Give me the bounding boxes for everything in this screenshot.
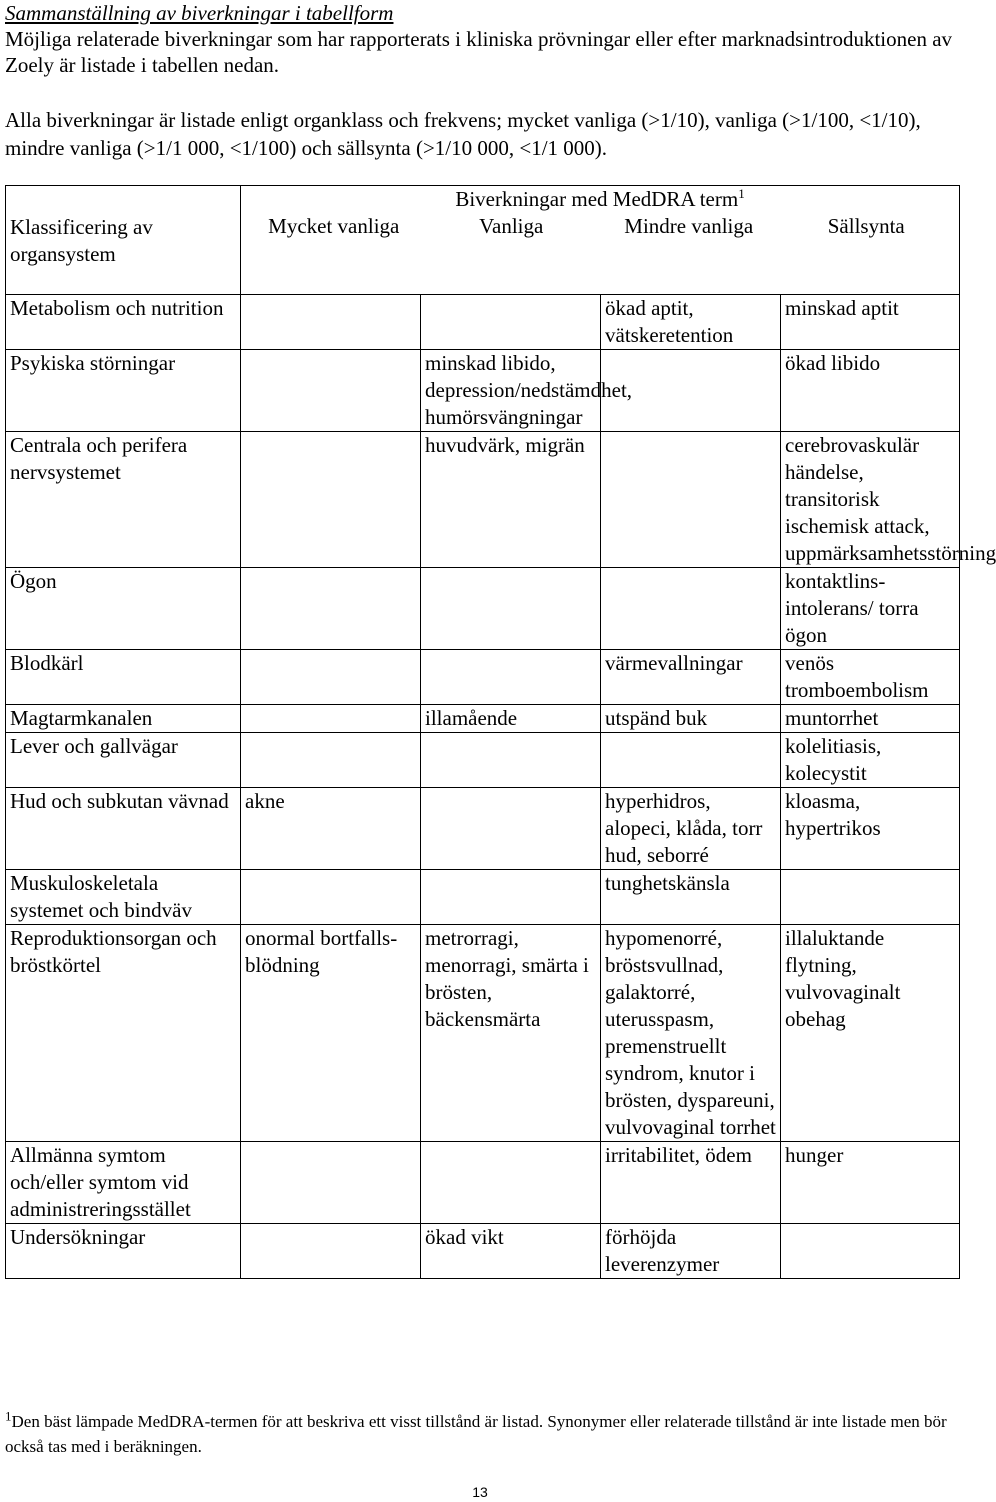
frequency-cell: [781, 1224, 960, 1279]
frequency-cell: [601, 432, 781, 568]
table-row: [6, 925, 960, 1142]
table-row: [6, 295, 960, 350]
table-row: [6, 705, 960, 733]
frequency-cell: ökad vikt: [421, 1224, 601, 1279]
frequency-cell: [601, 568, 781, 650]
organ-class-cell: Allmänna symtom och/eller symtom vid administreringsstället: [6, 1142, 241, 1224]
frequency-cell: hyperhidros, alopeci, klåda, torr hud, seborré: [601, 788, 781, 870]
frequency-cell: [421, 870, 601, 925]
frequency-cell: [241, 733, 421, 788]
intro-paragraph: Möjliga relaterade biverkningar som har rapporterats i kliniska prövningar eller efter marknadsintroduktionen av Zoely är listade i tabellen nedan.: [5, 27, 953, 77]
table-row: [6, 650, 960, 705]
frequency-columns: [245, 213, 955, 240]
frequency-cell: förhöjda leverenzymer: [601, 1224, 781, 1279]
frequency-cell: minskad libido, depression/nedstämdhet, humörsvängningar: [421, 350, 601, 432]
frequency-cell: kolelitiasis, kolecystit: [781, 733, 960, 788]
frequency-cell: illaluktande flytning, vulvovaginalt obehag: [781, 925, 960, 1142]
frequency-cell: [781, 870, 960, 925]
frequency-cell: kloasma, hypertrikos: [781, 788, 960, 870]
organ-class-cell: Metabolism och nutrition: [6, 295, 241, 350]
organ-class-cell: Hud och subkutan vävnad: [6, 788, 241, 870]
table-row: [6, 870, 960, 925]
frequency-cell: [421, 1142, 601, 1224]
col-mindre-vanliga: Mindre vanliga: [624, 214, 754, 238]
organ-class-cell: Undersökningar: [6, 1224, 241, 1279]
organ-class-cell: Reproduktionsorgan och bröstkörtel: [6, 925, 241, 1142]
frequency-cell: irritabilitet, ödem: [601, 1142, 781, 1224]
organ-class-cell: Muskuloskeletala systemet och bindväv: [6, 870, 241, 925]
frequency-cell: [241, 705, 421, 733]
frequency-cell: venös tromboembolism: [781, 650, 960, 705]
frequency-cell: [241, 432, 421, 568]
frequency-cell: [421, 733, 601, 788]
frequency-cell: [241, 568, 421, 650]
organ-class-header: Klassificering av organsystem: [6, 186, 241, 295]
table-row: [6, 1142, 960, 1224]
frequency-cell: [241, 295, 421, 350]
frequency-cell: utspänd buk: [601, 705, 781, 733]
frequency-cell: värmevallningar: [601, 650, 781, 705]
frequency-cell: [241, 1224, 421, 1279]
organ-class-cell: Psykiska störningar: [6, 350, 241, 432]
frequency-cell: [421, 568, 601, 650]
organ-class-cell: Lever och gallvägar: [6, 733, 241, 788]
frequency-cell: onormal bortfalls-blödning: [241, 925, 421, 1142]
table-row: [6, 788, 960, 870]
frequency-cell: tunghetskänsla: [601, 870, 781, 925]
organ-class-cell: Centrala och perifera nervsystemet: [6, 432, 241, 568]
frequency-cell: hypomenorré, bröstsvullnad, galaktorré, uterusspasm, premenstruellt syndrom, knutor i brösten, dyspareuni, vulvovaginal torrhet: [601, 925, 781, 1142]
organ-class-cell: Magtarmkanalen: [6, 705, 241, 733]
table-row: [6, 568, 960, 650]
organ-class-cell: Ögon: [6, 568, 241, 650]
table-header-row: [6, 186, 960, 295]
frequency-cell: ökad aptit, vätskeretention: [601, 295, 781, 350]
meddra-group-header: Biverkningar med MedDRA term$^1$: [455, 186, 745, 211]
frequency-cell: [601, 733, 781, 788]
frequency-cell: [241, 870, 421, 925]
frequency-cell: [421, 650, 601, 705]
frequency-cell: [241, 1142, 421, 1224]
frequency-cell: [241, 350, 421, 432]
frequency-cell: [241, 650, 421, 705]
frequency-paragraph: Alla biverkningar är listade enligt organklass och frekvens; mycket vanliga (>1/10), vanliga (>1/100, <1/10), mindre vanliga (>1/1 000, <1/100) och sällsynta (>1/10 000, <1/1 000).: [5, 108, 921, 160]
adverse-reactions-table: [5, 185, 996, 1279]
footnote: $^1$Den bäst lämpade MedDRA-termen för att beskriva ett visst tillstånd är listad. Synonymer eller relaterade tillstånd är inte listade men bör också tas med i beräkningen.: [5, 1408, 947, 1456]
frequency-cell: hunger: [781, 1142, 960, 1224]
table-row: [6, 432, 960, 568]
frequency-cell: akne: [241, 788, 421, 870]
frequency-cell: kontaktlins-intolerans/ torra ögon: [781, 568, 960, 650]
col-sallsynta: Sällsynta: [827, 214, 905, 238]
frequency-cell: [421, 788, 601, 870]
frequency-cell: ökad libido: [781, 350, 960, 432]
col-vanliga: Vanliga: [479, 214, 544, 238]
page-number: 13: [472, 1484, 488, 1500]
frequency-cell: [421, 295, 601, 350]
frequency-cell: metrorragi, menorragi, smärta i brösten, bäckensmärta: [421, 925, 601, 1142]
section-heading: Sammanställning av biverkningar i tabellform: [5, 1, 394, 25]
organ-class-cell: Blodkärl: [6, 650, 241, 705]
frequency-cell: cerebrovaskulär händelse, transitorisk ischemisk attack, uppmärksamhetsstörning: [781, 432, 960, 568]
frequency-cell: muntorrhet: [781, 705, 960, 733]
frequency-cell: minskad aptit: [781, 295, 960, 350]
col-mycket-vanliga: Mycket vanliga: [268, 214, 400, 238]
frequency-cell: illamående: [421, 705, 601, 733]
table-row: [6, 1224, 960, 1279]
frequency-cell: huvudvärk, migrän: [421, 432, 601, 568]
table-row: [6, 733, 960, 788]
table-row: [6, 350, 960, 432]
meddra-header-cell: [241, 186, 960, 295]
